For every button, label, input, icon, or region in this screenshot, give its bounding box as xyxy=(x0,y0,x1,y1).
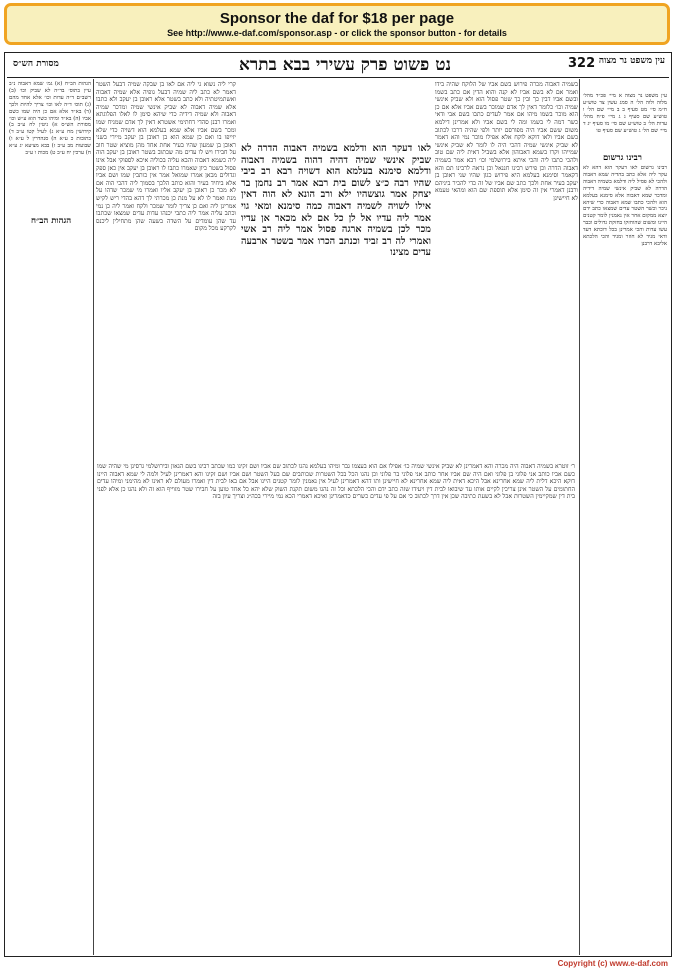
talmud-page xyxy=(4,52,672,957)
header-right-note: עין משפט נר מצוה xyxy=(598,56,665,66)
ein-mishpat-column xyxy=(583,93,667,141)
page-title: נט פשוט פרק עשירי בבא בתרא xyxy=(238,55,452,75)
rabbeinu-gershom-column xyxy=(583,165,667,953)
column-divider xyxy=(579,79,580,955)
rabbeinu-gershom-text: רבינו גרשום לאו דעקר הוא דהא לא עקר ליה אלא כתב בהדיה שמא דאבוה ולהכי לא פסיל ליה ודלמא בשמיה דאבוה הדרה לא שביק אינשי שמיה דידיה ומדכר שמא דאבוה אלא סימנא בעלמא הוא ולהכי כתבו שמא דאבוה כדי שיהא ניכר וכשר השטר עדים שמצאו כתב ידם יוצא ממקום אחר אין נאמנין לומר קטנים היינו ומשום שהוחזקו בחזקת גדולים וכבר עשו עדות והכי אמרינן בכל דוכתא דעד ודאי מגיד לא חוזר ומגיד והכי הלכתא אליבא דרבנן xyxy=(583,165,667,247)
column-divider xyxy=(93,79,94,955)
gemara-text: לאו דעקר הוא ודלמא בשמיה דאבוה הדרה לא שביק אינשי שמיה דהיה דהוה בשמיה דאבוה ודלמא סימנא בעלמא הוא דשויה רבא רב ביבי שהיו רבה כ״צ לשום בית רבא אמר רב נחמן בר יצחק אמר גוצשהיו ילא ורב הונא לא הוה דאין אילו לשויה לשמיה דאבוה כמה סימנא ומאי גוי אמר ליה עדיו אל לן כל אם לא מכאר אן עדיו מכר לכן בשמיה ארגה פסול אמר ליה רב אשי ואמרי לה רב זביד וכנתב הכרו אמר בשטר ארבעה עדים מצינו xyxy=(241,143,431,259)
rabbeinu-gershom-title: רבינו גרשום xyxy=(603,153,642,163)
copyright-notice[interactable]: Copyright (c) www.e-daf.com xyxy=(557,959,668,968)
sponsor-title[interactable]: Sponsor the daf for $18 per page xyxy=(219,10,455,27)
ein-mishpat-text: עין משפט נר מצוה א מיי׳ פכ״ד מהל׳ מלוה ולוה הל׳ ה סמג עשין צד טוש״ע ח״מ סי׳ מט סעיף ב ב מיי׳ שם הל׳ ו טוש״ע שם סעיף ג ג מיי׳ פ״ח מהל׳ עדות הל׳ ב טוש״ע שם סי׳ מו סעיף יג ד מיי׳ שם הל׳ ג טוש״ע שם סעיף טו xyxy=(583,93,667,134)
commentary-continuation-text: ר׳ זוטרא בשמיה דאבוה היה מכרה והא דאמרינן לא שביק אינשי שמיה כו׳ אפילו אם הוא בעצמו גבר ומיהו בעלמא נהגו לכתוב שם אביו ושם זקינו כמו שכתב רבינו בשם הגאון ובירושלמי גרסינן מי שהיה שמו כשם אביו כותב אני פלוני בן פלוני ואם היה שם אביו אחר כותב אני פלוני בר פלוני וכן נהגו הכל בכל השטרות שכותבים שם בעל השטר ושם אביו ושם זקינו והא דאמרינן לעיל ולמה לי שמא דאבוה היינו דוקא היכא דלית ליה שמא אחרינא אבל היכא דאית ליה שמא אחרינא לא חיישינן ותו דהא דאמרינן לעיל אין נאמנין לומר קטנים היינו אבל אם באו לבית דין ואמרו מעולם לא ראינו לא מהימני ומיהו עדים החתומים על השטר אינן צריכין לקיים אותו עד שיבואו לבית דין ויעידו שזה כתב ידם והכי הלכתא וכל זה נהגו משום תקנת השוק שלא יהא כל אחד טוען על חבירו שטר מזוייף הוא זה ולא נהגו כן אלא לפני בית דין שמקיימין השטרות אבל לא בשעת כתיבה שכן אין דרך לכתוב כי אם על פי עדים כשרים כדאמרינן ואיכא דאמרי הכא נמי מיירי בכה״ג וצריך עיון בזה xyxy=(97,463,575,501)
tosafot-text: בשמיה דאבוה מכרה פירוש בשם אביו של הלוקח שהיה בידו ואמר אם לא בשם אביו לא קנה והוא הדין אם כתב בשמו ובשם אביו דבין כך ובין כך שטר פסול הוא ולא שביק אינשי שמיה וכו׳ כלומר דאין לך אדם שמוכר בשם אביו אלא אם כן הוא מוכר בשמו מיהו אם אמר לעדים כתבו בשם אבי ודאי כשר דמה לי בשמו ומה לי בשם אביו ולא אמרינן דילמא משום ששם אביו היה מפורסם יותר ולפי שהיה דרכו לכתוב בשם אביו ולאו דוקא לוקח אלא אפילו מוכר נמי והא דאמר לא שביק אינשי שמיה דהכי היה לו לומר לא שביק אינשי שמייהו וקרו בשמא דאבוהון אלא בשביל דאית ליה שם טוב ולהכי כתבו ליה והכי איתא בירושלמי וכו׳ רבא אמר בשמיה דאבוה הדרה וכן פירש רבינו חננאל וכן נראה לרבינו תם והא דקאמר וסימנא בעלמא היא פירוש כגון שהיו שני ראובן בן יעקב בעיר אחת ולכך כתב שם אביו של זה כדי להכיר ביניהם ורבנן דאמרי אין זה סימן אלא תוספת שם הוא ומהאי טעמא לא חיישינן xyxy=(435,81,578,202)
page-number: 322 xyxy=(568,56,596,71)
outer-left-text: הגהות הב״ח (א) גמ׳ שמא דאבוה נ״ב עיין בתוס׳ בד״ה לא שביק וכו׳ (ב) רשב״ם ד״ה עדות וכו׳ אלא אחד מהם (ג) תוס׳ ד״ה לאו וכו׳ צריך להיות ולכך (ד) בא״ד אלא אם כן היה שמו כשם אביו (ה) בא״ד ומיהו כשר הוא ע״ש וכו׳ מסורת הש״ס א) גיטין לח ע״ב ב) קידושין מח ע״א ג) לעיל קטו ע״ב ד) כתובות כ ע״א ה) סנהדרין ל ע״א ו) שבועות מב ע״ב ז) בבא מציעא יג ע״א ח) ערכין יח ע״ב ט) מכות ו ע״ב xyxy=(9,81,91,157)
gemara-block xyxy=(241,143,431,455)
commentary-continuation xyxy=(97,457,575,953)
rashbam-text: קרי ליה נשוא גי ליה אם לאו בן שבקה שמיה דבעל השטר דאמר לא כתב ליה שמיה דבעל גופיה אלא שמיה דאבוה ואשתמיטתיה ולא כתב בשטר אלא ראובן בן יעקב ולא כתבו אלא שמיה דאבוה לא שביק אינשי שמיה ומדכר שמיה דאבוה ולא שמיה דידיה כדי שיהא סימן לו לאלו הפלוגתא ואמרו רבנן סהדי דחתימי אשטרא דאין לך אדם שמניח שמו ומכר בשם אביו אלא שמא בעלמא הוא דשויה כדי שלא יזייפו בו ואם כן שמא הוא בן ראובן בן יעקב מיירי בשני ראובן בן שמעון שהיו בעיר אחת אחד מהן מוציא שטר חוב על חבירו ויש לו עדים מה שכתוב בשטר ראובן בן יעקב הוה ליה כשמא דאבוה והבא עליה בכוליה איכא לספוקי אבל אינו פסול בשטר כיון שאמרו כתבו לו ראובן בן יעקב אין כאן ספק וגדולים מכאן אמרו שמואל אמר אין כותבין שמו ושם אביו אלא ביחיד בעיר והוא כותב הלכך בסמוך ליה דהכי הוה אם לא מכר כן ראובן בן יעקב אליו ואמרו מי שמכר שדהו על מנת ואמר לו לא על מנת כן מכרתי לך דהא בהדי ריש לקיש אמרינן ליה ואם כן צריך לומר שמכר ולקח ואמר ליה כן נמי וכתב עליה אמר ליה כתבי יכנהו עדות עדים שמצאו שכתבו עד שהן עומדים על השדה בשעה שהן מתחילין ליכנס לקרקע מכל מקום xyxy=(96,81,236,233)
sponsor-subtitle[interactable]: See http://www.e-daf.com/sponsor.asp - or click the sponsor button - for details xyxy=(167,28,507,38)
outer-left-column xyxy=(9,81,91,953)
page-header xyxy=(5,55,671,75)
sponsor-banner[interactable] xyxy=(4,3,670,45)
header-left-note: מסורת הש״ס xyxy=(13,59,59,69)
hagahot-title: הגהות הב״ח xyxy=(31,216,72,226)
header-divider xyxy=(7,77,669,78)
